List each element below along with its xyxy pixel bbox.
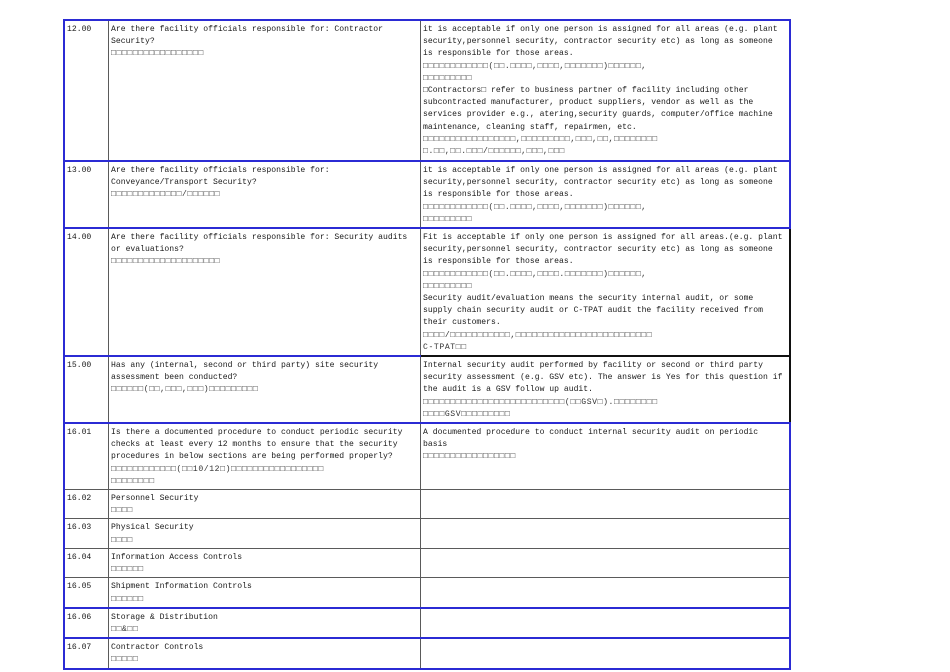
guidance-text: □Contractors□ refer to business partner of facility including other	[423, 86, 749, 96]
question-text: or evaluations?	[111, 245, 184, 255]
guidance-text: security,personnel security, contractor security etc) as long as someone	[423, 245, 773, 255]
question-text: Contractor Controls	[111, 643, 204, 653]
guidance-translation: □□□□□□□□□	[423, 281, 473, 291]
guidance-cell	[421, 356, 791, 423]
guidance-cell	[421, 519, 791, 548]
table-row	[64, 161, 790, 228]
table-row	[64, 519, 790, 548]
question-text: procedures in below sections are being performed properly?	[111, 452, 393, 462]
table-row	[64, 638, 790, 668]
question-cell	[109, 638, 421, 668]
guidance-translation: □□□□□□□□□□□□□□□□□□□□□□□□□□(□□GSV□).□□□□□□□□	[423, 397, 658, 407]
guidance-text: A documented procedure to conduct internal security audit on periodic	[423, 428, 759, 438]
table-row	[64, 548, 790, 577]
question-text: Storage & Distribution	[111, 612, 218, 622]
guidance-text: the audit is a GSV follow up audit.	[423, 385, 593, 395]
question-cell	[109, 578, 421, 608]
question-cell	[109, 490, 421, 519]
guidance-text: subcontracted manufacturer, product suppliers, vendor as well as the	[423, 98, 754, 108]
row-number: 16.07	[64, 638, 109, 668]
table-row	[64, 490, 790, 519]
guidance-text: security,personnel security, contractor security etc) as long as someone	[423, 37, 773, 47]
row-number: 12.00	[64, 20, 109, 161]
guidance-text: it is acceptable if only one person is assigned for all areas (e.g. plant	[423, 25, 778, 34]
guidance-text: is responsible for those areas.	[423, 257, 574, 267]
guidance-translation: □□□□□□□□□□□□(□□.□□□□,□□□□.□□□□□□□)□□□□□□,	[423, 269, 647, 279]
row-number: 15.00	[64, 356, 109, 423]
row-number: 16.06	[64, 608, 109, 638]
question-text: Are there facility officials responsible for: Security audits	[111, 233, 408, 243]
question-text: checks at least every 12 months to ensure that the security	[111, 440, 398, 450]
question-text: Are there facility officials responsible for: Contractor	[111, 25, 383, 34]
checklist-body	[64, 20, 790, 669]
question-cell	[109, 548, 421, 577]
guidance-cell	[421, 20, 791, 161]
question-cell	[109, 20, 421, 161]
guidance-cell	[421, 548, 791, 577]
row-number: 16.05	[64, 578, 109, 608]
guidance-translation: □□□□GSV□□□□□□□□□	[423, 409, 511, 419]
guidance-translation: □□□□□□□□□□□□(□□.□□□□,□□□□,□□□□□□□)□□□□□□,	[423, 202, 647, 212]
guidance-cell	[421, 638, 791, 668]
guidance-cell	[421, 161, 791, 228]
question-translation: □□□□□□(□□,□□□,□□□)□□□□□□□□□	[111, 385, 259, 395]
question-translation: □□□□□□	[111, 594, 144, 604]
guidance-translation: C-TPAT□□	[423, 342, 467, 352]
question-translation: □□□□	[111, 506, 133, 516]
question-cell	[109, 519, 421, 548]
question-text: Shipment Information Controls	[111, 582, 252, 592]
row-number: 16.01	[64, 423, 109, 490]
row-number: 16.04	[64, 548, 109, 577]
guidance-text: their customers.	[423, 318, 501, 328]
row-number: 16.03	[64, 519, 109, 548]
question-text: Personnel Security	[111, 494, 199, 504]
guidance-translation: □□□□□□□□□□□□(□□.□□□□,□□□□,□□□□□□□)□□□□□□,	[423, 61, 647, 71]
question-translation: □□□□□□□□□□□□□/□□□□□□	[111, 190, 221, 200]
guidance-cell	[421, 423, 791, 490]
question-translation: □□&□□	[111, 624, 139, 634]
guidance-text: services provider e.g., atering,security guards, computer/office machine	[423, 110, 773, 120]
question-cell	[109, 608, 421, 638]
question-cell	[109, 161, 421, 228]
question-translation: □□□□□□□□	[111, 476, 155, 486]
guidance-translation: □□□□□□□□□□□□□□□□□	[423, 452, 516, 462]
guidance-translation: □□□□□□□□□	[423, 73, 473, 83]
guidance-text: Security audit/evaluation means the security internal audit, or some	[423, 294, 754, 304]
guidance-text: maintenance, cleaning staff, repairmen, etc.	[423, 122, 637, 132]
checklist-sheet	[63, 19, 791, 670]
question-text: Security?	[111, 37, 155, 47]
guidance-text: security assessment (e.g. GSV etc). The answer is Yes for this question if	[423, 373, 783, 383]
row-number: 14.00	[64, 228, 109, 356]
guidance-cell	[421, 228, 791, 356]
guidance-translation: □□□□/□□□□□□□□□□□,□□□□□□□□□□□□□□□□□□□□□□□□□	[423, 330, 653, 340]
question-text: assessment been conducted?	[111, 373, 238, 383]
table-row	[64, 356, 790, 423]
question-translation: □□□□□□	[111, 565, 144, 575]
table-row	[64, 228, 790, 356]
question-translation: □□□□□□□□□□□□□□□□□	[111, 49, 204, 59]
table-row	[64, 20, 790, 161]
row-number: 16.02	[64, 490, 109, 519]
question-text: Are there facility officials responsible for:	[111, 166, 330, 175]
guidance-text: it is acceptable if only one person is assigned for all areas (e.g. plant	[423, 166, 778, 175]
guidance-text: security,personnel security, contractor security etc) as long as someone	[423, 178, 773, 188]
guidance-cell	[421, 490, 791, 519]
question-cell	[109, 228, 421, 356]
guidance-translation: □□□□□□□□□	[423, 214, 473, 224]
security-checklist-table	[63, 19, 791, 670]
question-text: Is there a documented procedure to conduct periodic security	[111, 428, 403, 438]
guidance-cell	[421, 608, 791, 638]
guidance-text: is responsible for those areas.	[423, 49, 574, 59]
question-text: Has any (internal, second or third party) site security	[111, 361, 379, 371]
question-text: Physical Security	[111, 523, 194, 533]
guidance-text: supply chain security audit or C-TPAT audit the facility received from	[423, 306, 763, 316]
guidance-translation: □□□□□□□□□□□□□□□□□,□□□□□□□□□,□□□,□□,□□□□□□□□	[423, 134, 658, 144]
table-row	[64, 578, 790, 608]
question-cell	[109, 356, 421, 423]
table-row	[64, 608, 790, 638]
guidance-translation: □.□□,□□.□□□/□□□□□□,□□□,□□□	[423, 147, 565, 157]
row-number: 13.00	[64, 161, 109, 228]
question-translation: □□□□□	[111, 655, 139, 665]
question-translation: □□□□□□□□□□□□(□□10/12□)□□□□□□□□□□□□□□□□□	[111, 464, 324, 474]
question-cell	[109, 423, 421, 490]
guidance-text: basis	[423, 440, 448, 450]
guidance-cell	[421, 578, 791, 608]
question-text: Information Access Controls	[111, 552, 243, 562]
guidance-text: Fit is acceptable if only one person is assigned for all areas.(e.g. plant	[423, 233, 783, 243]
table-row	[64, 423, 790, 490]
question-translation: □□□□	[111, 535, 133, 545]
question-text: Conveyance/Transport Security?	[111, 178, 257, 188]
guidance-text: Internal security audit performed by facility or second or third party	[423, 361, 763, 371]
guidance-text: is responsible for those areas.	[423, 190, 574, 200]
question-translation: □□□□□□□□□□□□□□□□□□□□	[111, 257, 221, 267]
